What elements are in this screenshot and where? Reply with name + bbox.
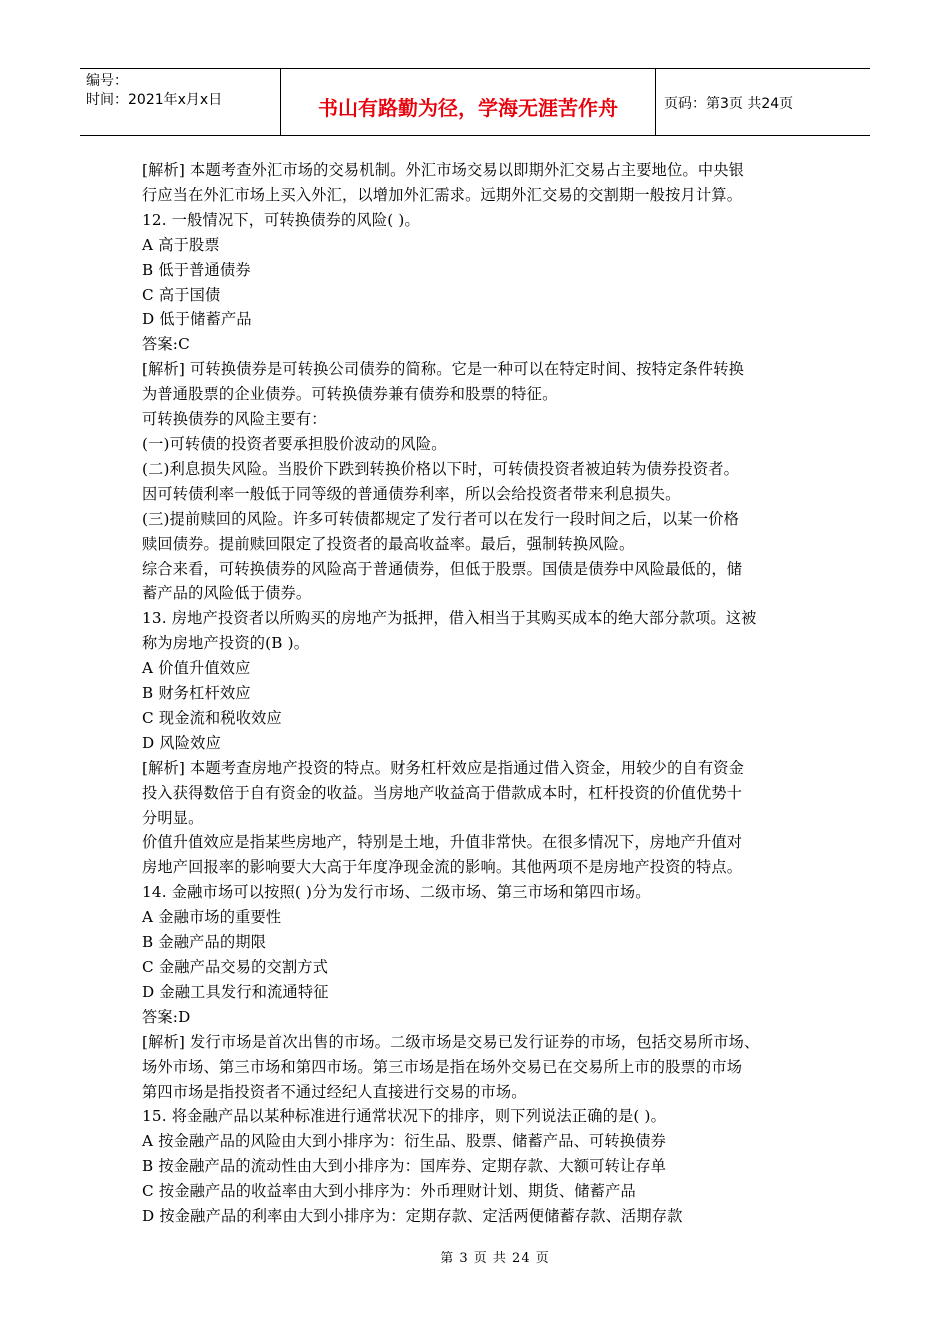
text-line: 赎回债券。提前赎回限定了投资者的最高收益率。最后，强制转换风险。 xyxy=(142,534,635,553)
text-line: 为普通股票的企业债券。可转换债券兼有债券和股票的特征。 xyxy=(142,385,558,404)
text-line: [解析] 本题考查外汇市场的交易机制。外汇市场交易以即期外汇交易占主要地位。中央银 xyxy=(142,161,745,179)
text-line: 房地产回报率的影响要大大高于年度净现金流的影响。其他两项不是房地产投资的特点。 xyxy=(142,858,743,877)
page-header xyxy=(80,68,870,136)
text-line: 蓄产品的风险低于债券。 xyxy=(142,584,312,603)
text-line: 15. 将金融产品以某种标准进行通常状况下的排序，则下列说法正确的是( )。 xyxy=(142,1107,667,1126)
text-line: 价值升值效应是指某些房地产，特别是土地，升值非常快。在很多情况下，房地产升值对 xyxy=(142,833,743,852)
text-line: B 财务杠杆效应 xyxy=(142,684,251,703)
code-label: 编号： xyxy=(86,73,128,89)
date-label: 时间：2021年x月x日 xyxy=(86,92,223,108)
text-line: 行应当在外汇市场上买入外汇，以增加外汇需求。远期外汇交易的交割期一般按月计算。 xyxy=(142,185,743,204)
text-line: C 高于国债 xyxy=(142,285,221,304)
text-line: C 按金融产品的收益率由大到小排序为：外币理财计划、期货、储蓄产品 xyxy=(142,1182,636,1201)
text-line: D 风险效应 xyxy=(142,733,221,752)
text-line: 12. 一般情况下，可转换债券的风险( )。 xyxy=(142,210,420,229)
text-line: [解析] 可转换债券是可转换公司债券的简称。它是一种可以在特定时间、按特定条件转换 xyxy=(142,360,745,379)
header-meta xyxy=(80,69,281,135)
text-line: [解析] 发行市场是首次出售的市场。二级市场是交易已发行证券的市场，包括交易所市场、 xyxy=(142,1032,760,1051)
text-line: A 金融市场的重要性 xyxy=(142,908,282,927)
text-line: (二)利息损失风险。当股价下跌到转换价格以下时，可转债投资者被迫转为债券投资者。 xyxy=(142,459,739,478)
text-line: B 金融产品的期限 xyxy=(142,933,267,952)
text-line: A 高于股票 xyxy=(142,235,220,254)
text-line: 综合来看，可转换债券的风险高于普通债券，但低于股票。国债是债券中风险最低的，储 xyxy=(142,559,743,578)
text-line: C 现金流和税收效应 xyxy=(142,708,282,727)
text-line: 可转换债券的风险主要有： xyxy=(142,410,327,429)
header-motto: 书山有路勤为径，学海无涯苦作舟 xyxy=(281,69,656,135)
text-line: A 价值升值效应 xyxy=(142,659,251,678)
page-footer: 第 3 页 共 24 页 xyxy=(440,1251,550,1266)
text-line: 答案:C xyxy=(142,335,190,354)
text-line: D 按金融产品的利率由大到小排序为：定期存款、定活两便储蓄存款、活期存款 xyxy=(142,1207,683,1226)
text-line: D 低于储蓄产品 xyxy=(142,310,252,329)
text-line: 第四市场是指投资者不通过经纪人直接进行交易的市场。 xyxy=(142,1082,527,1101)
text-line: 投入获得数倍于自有资金的收益。当房地产收益高于借款成本时，杠杆投资的价值优势十 xyxy=(142,783,743,802)
text-line: 答案:D xyxy=(142,1007,191,1026)
text-line: B 低于普通债券 xyxy=(142,260,251,279)
text-line: (一)可转债的投资者要承担股价波动的风险。 xyxy=(142,434,447,453)
text-line: 场外市场、第三市场和第四市场。第三市场是指在场外交易已在交易所上市的股票的市场 xyxy=(142,1057,743,1076)
header-page-label: 页码：第3页 共24页 xyxy=(664,96,794,112)
document-body xyxy=(142,158,810,1229)
text-line: B 按金融产品的流动性由大到小排序为：国库券、定期存款、大额可转让存单 xyxy=(142,1157,667,1176)
text-line: 分明显。 xyxy=(142,808,204,827)
text-line: C 金融产品交易的交割方式 xyxy=(142,958,329,976)
text-line: [解析] 本题考查房地产投资的特点。财务杠杆效应是指通过借入资金，用较少的自有资金 xyxy=(142,758,745,777)
text-line: 13. 房地产投资者以所购买的房地产为抵押，借入相当于其购买成本的绝大部分款项。这被 xyxy=(142,609,757,628)
text-line: (三)提前赎回的风险。许多可转债都规定了发行者可以在发行一段时间之后，以某一价格 xyxy=(142,509,739,528)
text-line: A 按金融产品的风险由大到小排序为：衍生品、股票、储蓄产品、可转换债券 xyxy=(142,1132,666,1151)
text-line: 称为房地产投资的(B )。 xyxy=(142,634,310,653)
text-line: 因可转债利率一般低于同等级的普通债券利率，所以会给投资者带来利息损失。 xyxy=(142,484,681,503)
text-line: D 金融工具发行和流通特征 xyxy=(142,982,329,1001)
text-line: 14. 金融市场可以按照( )分为发行市场、二级市场、第三市场和第四市场。 xyxy=(142,883,651,902)
